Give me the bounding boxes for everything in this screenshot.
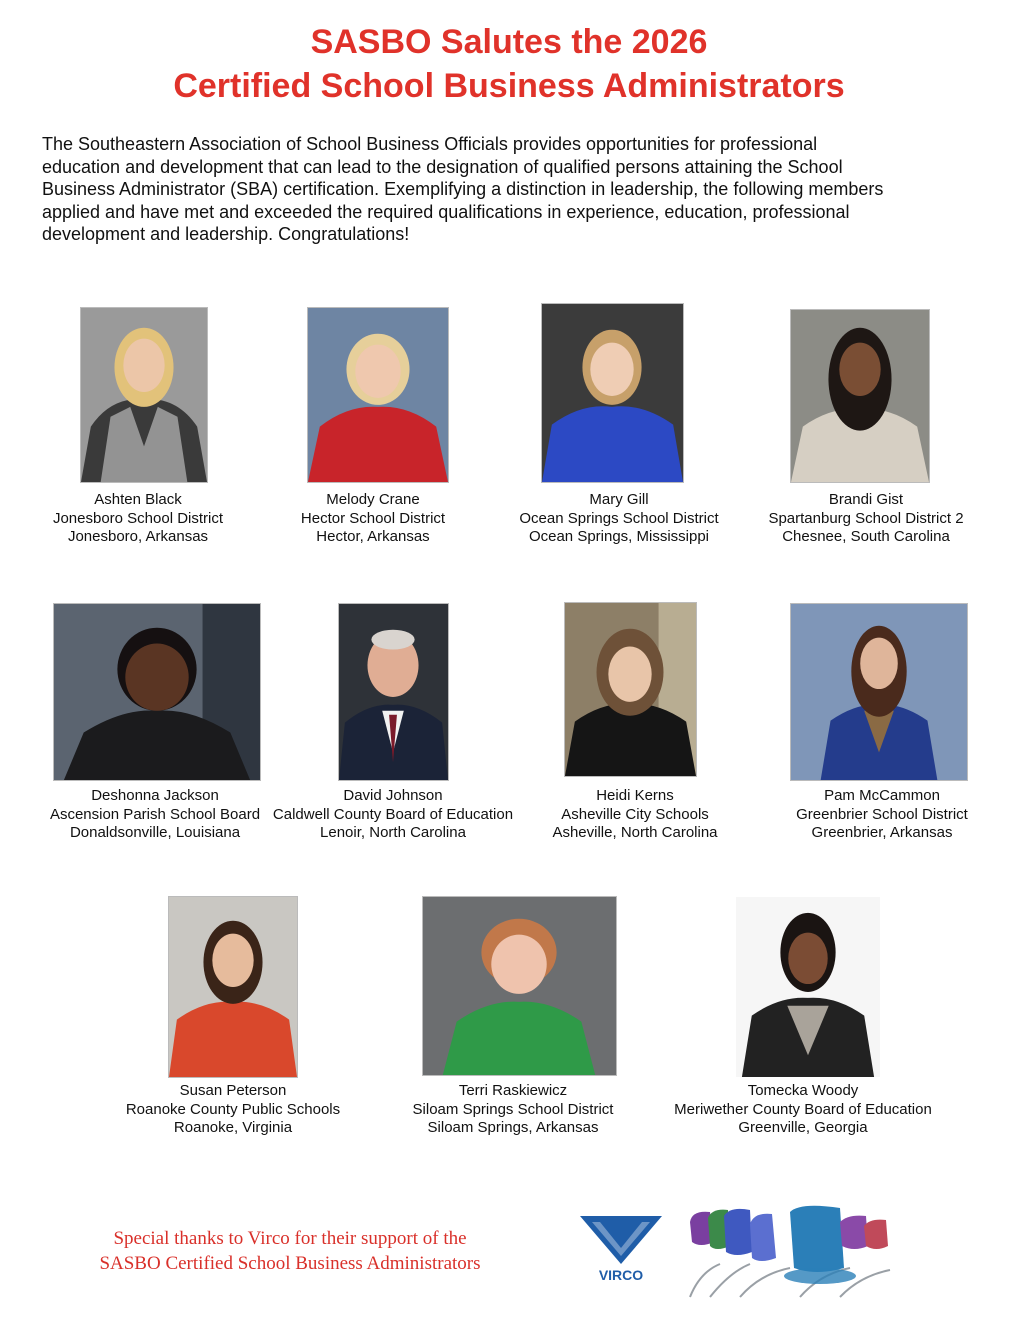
intro-line: education and development that can lead to the designation of qualified persons attaining the School <box>42 156 843 177</box>
title-line-2: Certified School Business Administrators <box>173 67 845 105</box>
member-location: Hector, Arkansas <box>316 528 430 545</box>
thanks-line-1: Special thanks to Virco for their support of the <box>113 1228 467 1249</box>
member-caption <box>742 787 1018 843</box>
member-caption <box>726 491 1006 547</box>
virco-logo-text: VIRCO <box>598 1267 644 1283</box>
member-photo <box>168 896 298 1078</box>
member-org: Meriwether County Board of Education <box>674 1100 932 1118</box>
member-location: Roanoke, Virginia <box>173 1119 293 1136</box>
chairs-illustration-icon <box>680 1202 910 1302</box>
title-line-1: SASBO Salutes the 2026 <box>310 23 708 61</box>
member-location: Donaldsonville, Louisiana <box>69 824 241 841</box>
member-location: Ocean Springs, Mississippi <box>528 528 710 545</box>
member-name: Deshonna Jackson <box>91 787 219 804</box>
member-photo <box>422 896 617 1076</box>
member-name: Tomecka Woody <box>747 1082 859 1099</box>
member-caption <box>495 787 775 843</box>
member-org: Asheville City Schools <box>561 805 709 823</box>
member-caption <box>663 1082 943 1138</box>
virco-chairs-image <box>680 1202 910 1302</box>
intro-line: applied and have met and exceeded the required qualifications in experience, education, professional <box>42 201 850 222</box>
member-name: Ashten Black <box>94 491 182 508</box>
member-name: David Johnson <box>343 787 443 804</box>
member-photo <box>80 307 208 483</box>
intro-line: The Southeastern Association of School Business Officials provides opportunities for professional <box>42 134 818 154</box>
member-photo <box>307 307 449 483</box>
member-name: Pam McCammon <box>824 787 940 804</box>
member-photo <box>790 309 930 483</box>
member-name: Susan Peterson <box>179 1082 287 1099</box>
intro-line: development and leadership. Congratulations! <box>42 224 410 244</box>
member-org: Ascension Parish School Board <box>49 805 261 823</box>
member-caption <box>479 491 759 547</box>
member-photo <box>564 602 697 777</box>
intro-paragraph <box>42 133 982 246</box>
member-org: Hector School District <box>300 509 446 527</box>
member-location: Greenville, Georgia <box>738 1119 868 1136</box>
member-location: Asheville, North Carolina <box>552 824 718 841</box>
member-location: Greenbrier, Arkansas <box>811 824 953 841</box>
member-org: Spartanburg School District 2 <box>768 509 964 527</box>
member-name: Melody Crane <box>326 491 420 508</box>
member-photo <box>790 603 968 781</box>
member-org: Greenbrier School District <box>796 805 968 823</box>
member-location: Siloam Springs, Arkansas <box>427 1119 599 1136</box>
member-caption <box>233 491 513 547</box>
member-location: Jonesboro, Arkansas <box>67 528 209 545</box>
thanks-line-2: SASBO Certified School Business Administrators <box>99 1253 481 1274</box>
member-photo <box>338 603 449 781</box>
member-photo <box>735 896 881 1078</box>
member-name: Terri Raskiewicz <box>458 1082 568 1099</box>
member-org: Roanoke County Public Schools <box>125 1100 341 1118</box>
intro-line: Business Administrator (SBA) certification. Exemplifying a distinction in leadership, the following members <box>42 179 884 199</box>
member-name: Heidi Kerns <box>596 787 674 804</box>
member-name: Brandi Gist <box>828 491 904 508</box>
member-caption <box>253 787 533 843</box>
member-org: Jonesboro School District <box>52 509 224 527</box>
virco-logo <box>578 1214 664 1286</box>
member-location: Chesnee, South Carolina <box>782 528 950 545</box>
virco-v-mark-icon <box>578 1214 664 1286</box>
member-location: Lenoir, North Carolina <box>320 824 466 841</box>
member-photo <box>541 303 684 483</box>
member-caption <box>93 1082 373 1138</box>
page-title <box>0 20 1018 108</box>
member-photo <box>53 603 261 781</box>
member-org: Siloam Springs School District <box>412 1100 614 1118</box>
member-org: Caldwell County Board of Education <box>272 805 514 823</box>
member-caption <box>373 1082 653 1138</box>
member-org: Ocean Springs School District <box>519 509 719 527</box>
member-name: Mary Gill <box>589 491 649 508</box>
sponsor-thanks <box>40 1226 540 1276</box>
